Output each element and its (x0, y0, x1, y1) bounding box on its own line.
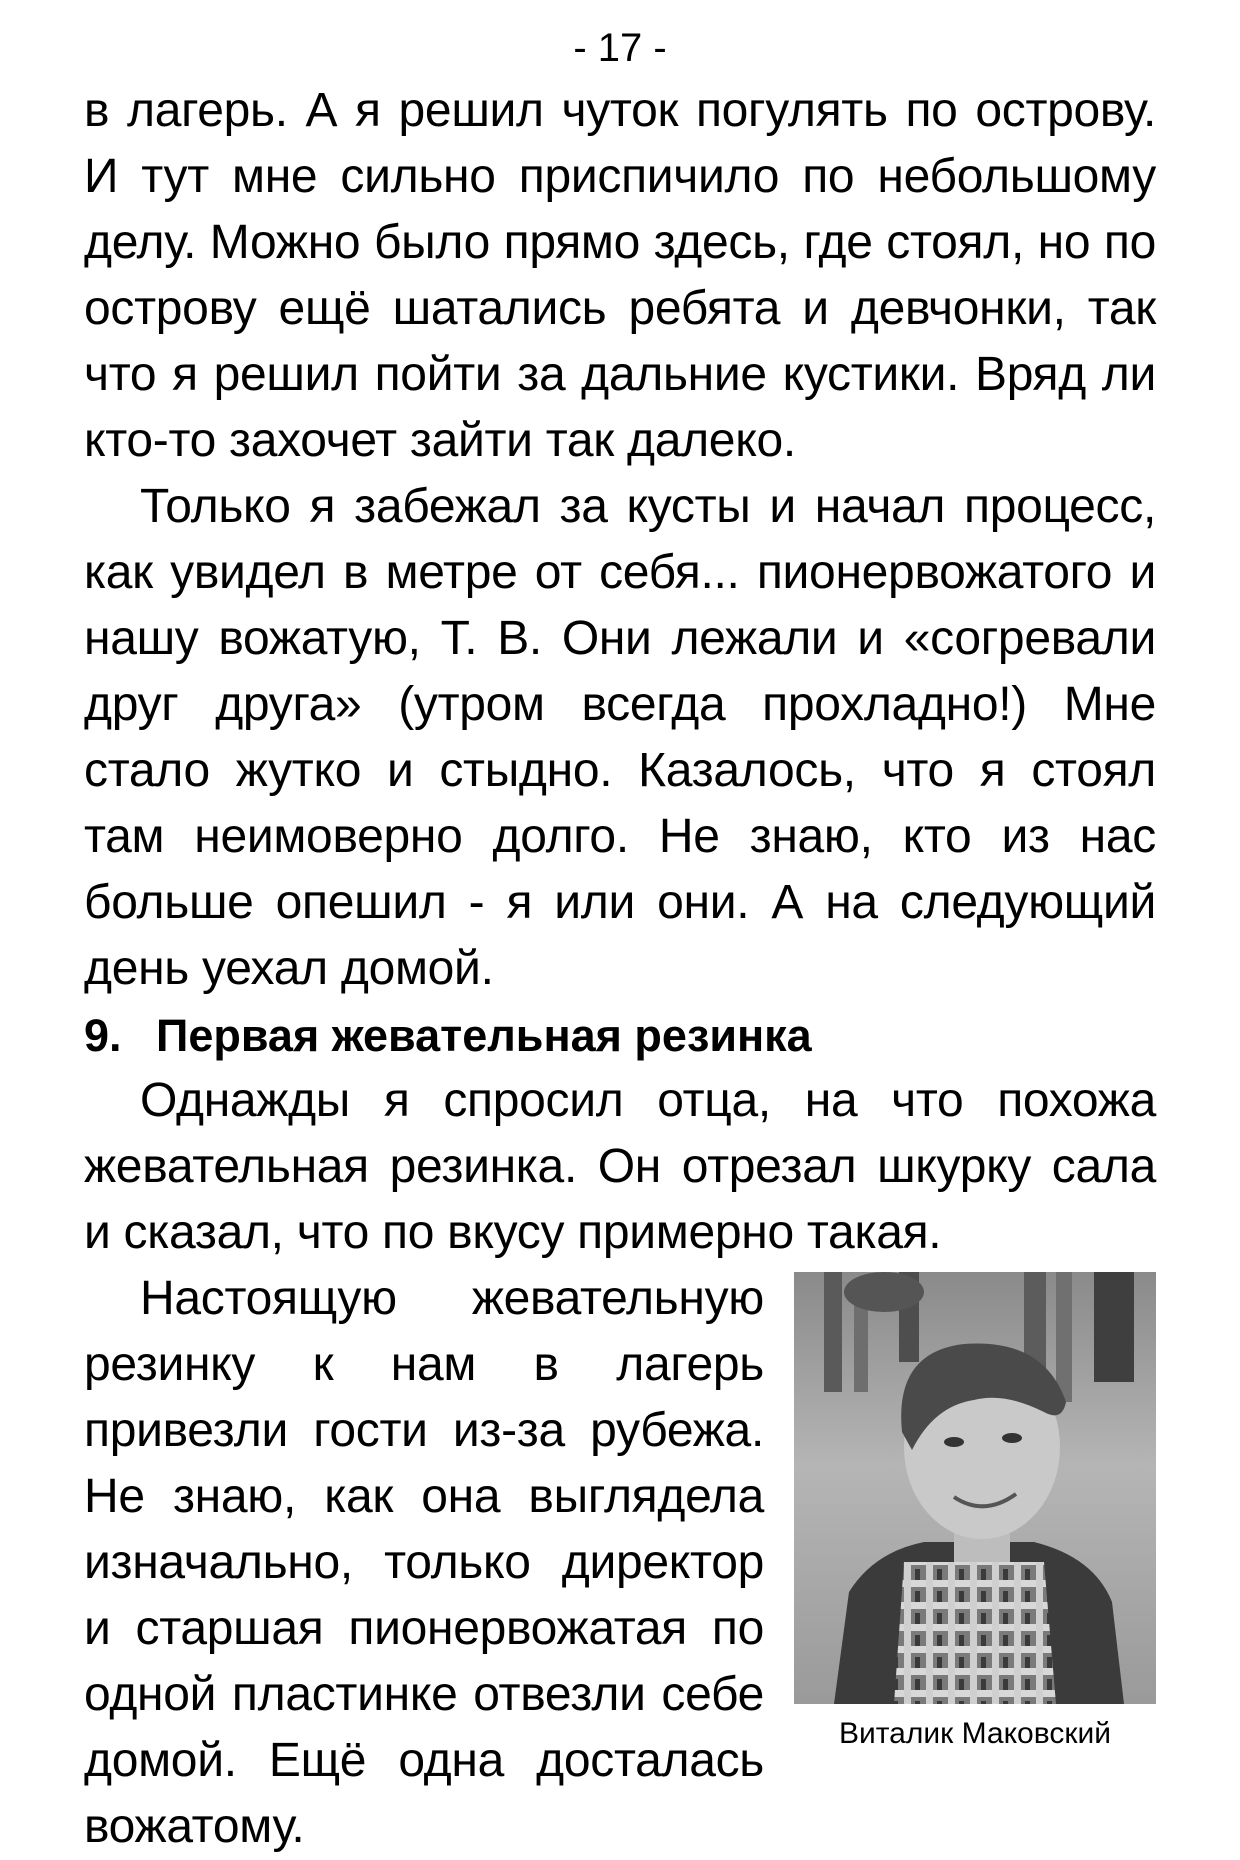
section-number: 9. (84, 1010, 122, 1061)
section-title: Первая жевательная резинка (156, 1010, 812, 1061)
photo-figure (794, 1272, 1156, 1754)
text-column (84, 78, 1156, 1860)
paragraph-real-gum: Настоящую жевательную резинку к нам в лагерь привезли гости из-за рубежа. Не знаю, как она выглядела изначально, только директор и старшая пионервожатая по одной пластинке отвезли себе домой. Ещё одна досталась вожатому. (84, 1272, 764, 1853)
paragraph-continuation: в лагерь. А я решил чуток погулять по острову. И тут мне сильно приспичило по небольшому делу. Можно было прямо здесь, где стоял, но по острову ещё шатались ребята и девчонки, так что я решил пойти за дальние кустики. Вряд ли кто-то захочет зайти так далеко. (84, 84, 1156, 467)
boy-photo (794, 1272, 1156, 1704)
paragraph-father: Однажды я спросил отца, на что похожа жевательная резинка. Он отрезал шкурку сала и сказал, что по вкусу примерно такая. (84, 1074, 1156, 1259)
photo-caption: Виталик Маковский (839, 1717, 1111, 1750)
page-number: - 17 - (573, 26, 667, 70)
section-heading (84, 1004, 1156, 1068)
paragraph-bushes: Только я забежал за кусты и начал процесс, как увидел в метре от себя... пионервожатого и нашу вожатую, Т. В. Они лежали и «согревали друг друга» (утром всегда прохладно!) Мне стало жутко и стыдно. Казалось, что я стоял там неимоверно долго. Не знаю, кто из нас больше опешил - я или они. А на следующий день уехал домой. (84, 480, 1156, 995)
